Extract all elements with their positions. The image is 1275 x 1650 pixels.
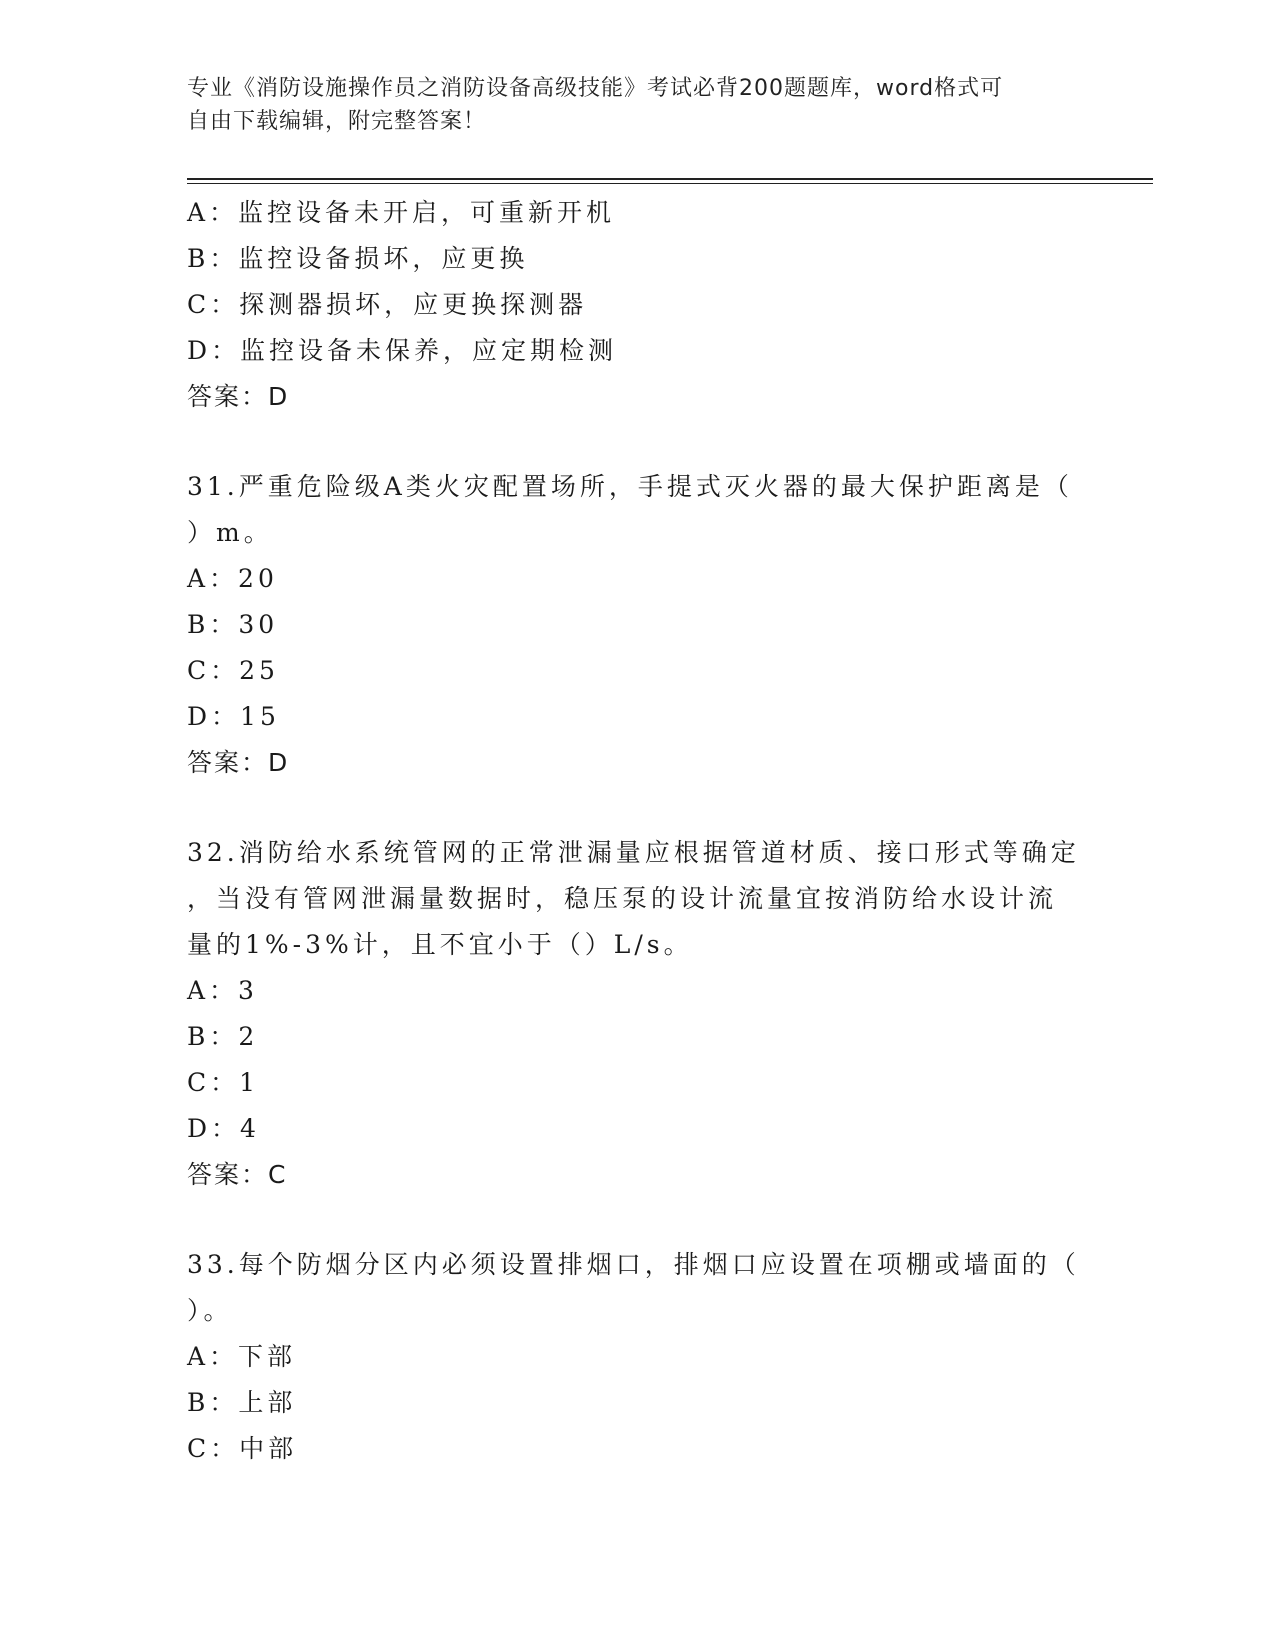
document-header [187,72,1067,138]
header-line-1: 专业《消防设施操作员之消防设备高级技能》考试必背200题题库，word格式可 [187,76,1004,101]
question-stem-cont: 量的1%-3%计，且不宜小于（）L/s。 [187,930,693,959]
option-a: A：下部 [187,1342,297,1371]
option-c: C：中部 [187,1434,298,1463]
option-b: B：监控设备损坏，应更换 [187,244,529,273]
option-d: D：15 [187,702,280,731]
option-b: B：30 [187,610,279,639]
header-line-2: 自由下载编辑，附完整答案！ [187,109,487,134]
question-31 [187,464,1073,786]
answer-line: 答案：C [187,1160,288,1189]
answer-line: 答案：D [187,748,290,777]
question-stem: 33.每个防烟分区内必须设置排烟口，排烟口应设置在项棚或墙面的（ [187,1250,1080,1279]
question-33 [187,1242,1080,1472]
header-divider-thick [187,178,1153,180]
header-divider-thin [187,183,1153,184]
option-a: A：监控设备未开启，可重新开机 [187,198,616,227]
option-c: C：25 [187,656,279,685]
question-stem: 31.严重危险级A类火灾配置场所，手提式灭火器的最大保护距离是（ [187,472,1073,501]
option-a: A：20 [187,564,278,593]
question-stem: 32.消防给水系统管网的正常泄漏量应根据管道材质、接口形式等确定 [187,838,1080,867]
question-list [187,190,1080,1472]
option-d: D：监控设备未保养，应定期检测 [187,336,618,365]
option-b: B：2 [187,1022,259,1051]
question-30-continued [187,190,1067,420]
option-d: D：4 [187,1114,260,1143]
option-b: B：上部 [187,1388,297,1417]
option-c: C：探测器损坏，应更换探测器 [187,290,588,319]
answer-line: 答案：D [187,382,290,411]
question-stem-cont: ）m。 [187,518,273,547]
question-stem-cont: ，当没有管网泄漏量数据时，稳压泵的设计流量宜按消防给水设计流 [187,884,1058,913]
option-a: A：3 [187,976,258,1005]
question-stem-cont: ）。 [187,1296,233,1325]
option-c: C：1 [187,1068,260,1097]
question-32 [187,830,1080,1198]
